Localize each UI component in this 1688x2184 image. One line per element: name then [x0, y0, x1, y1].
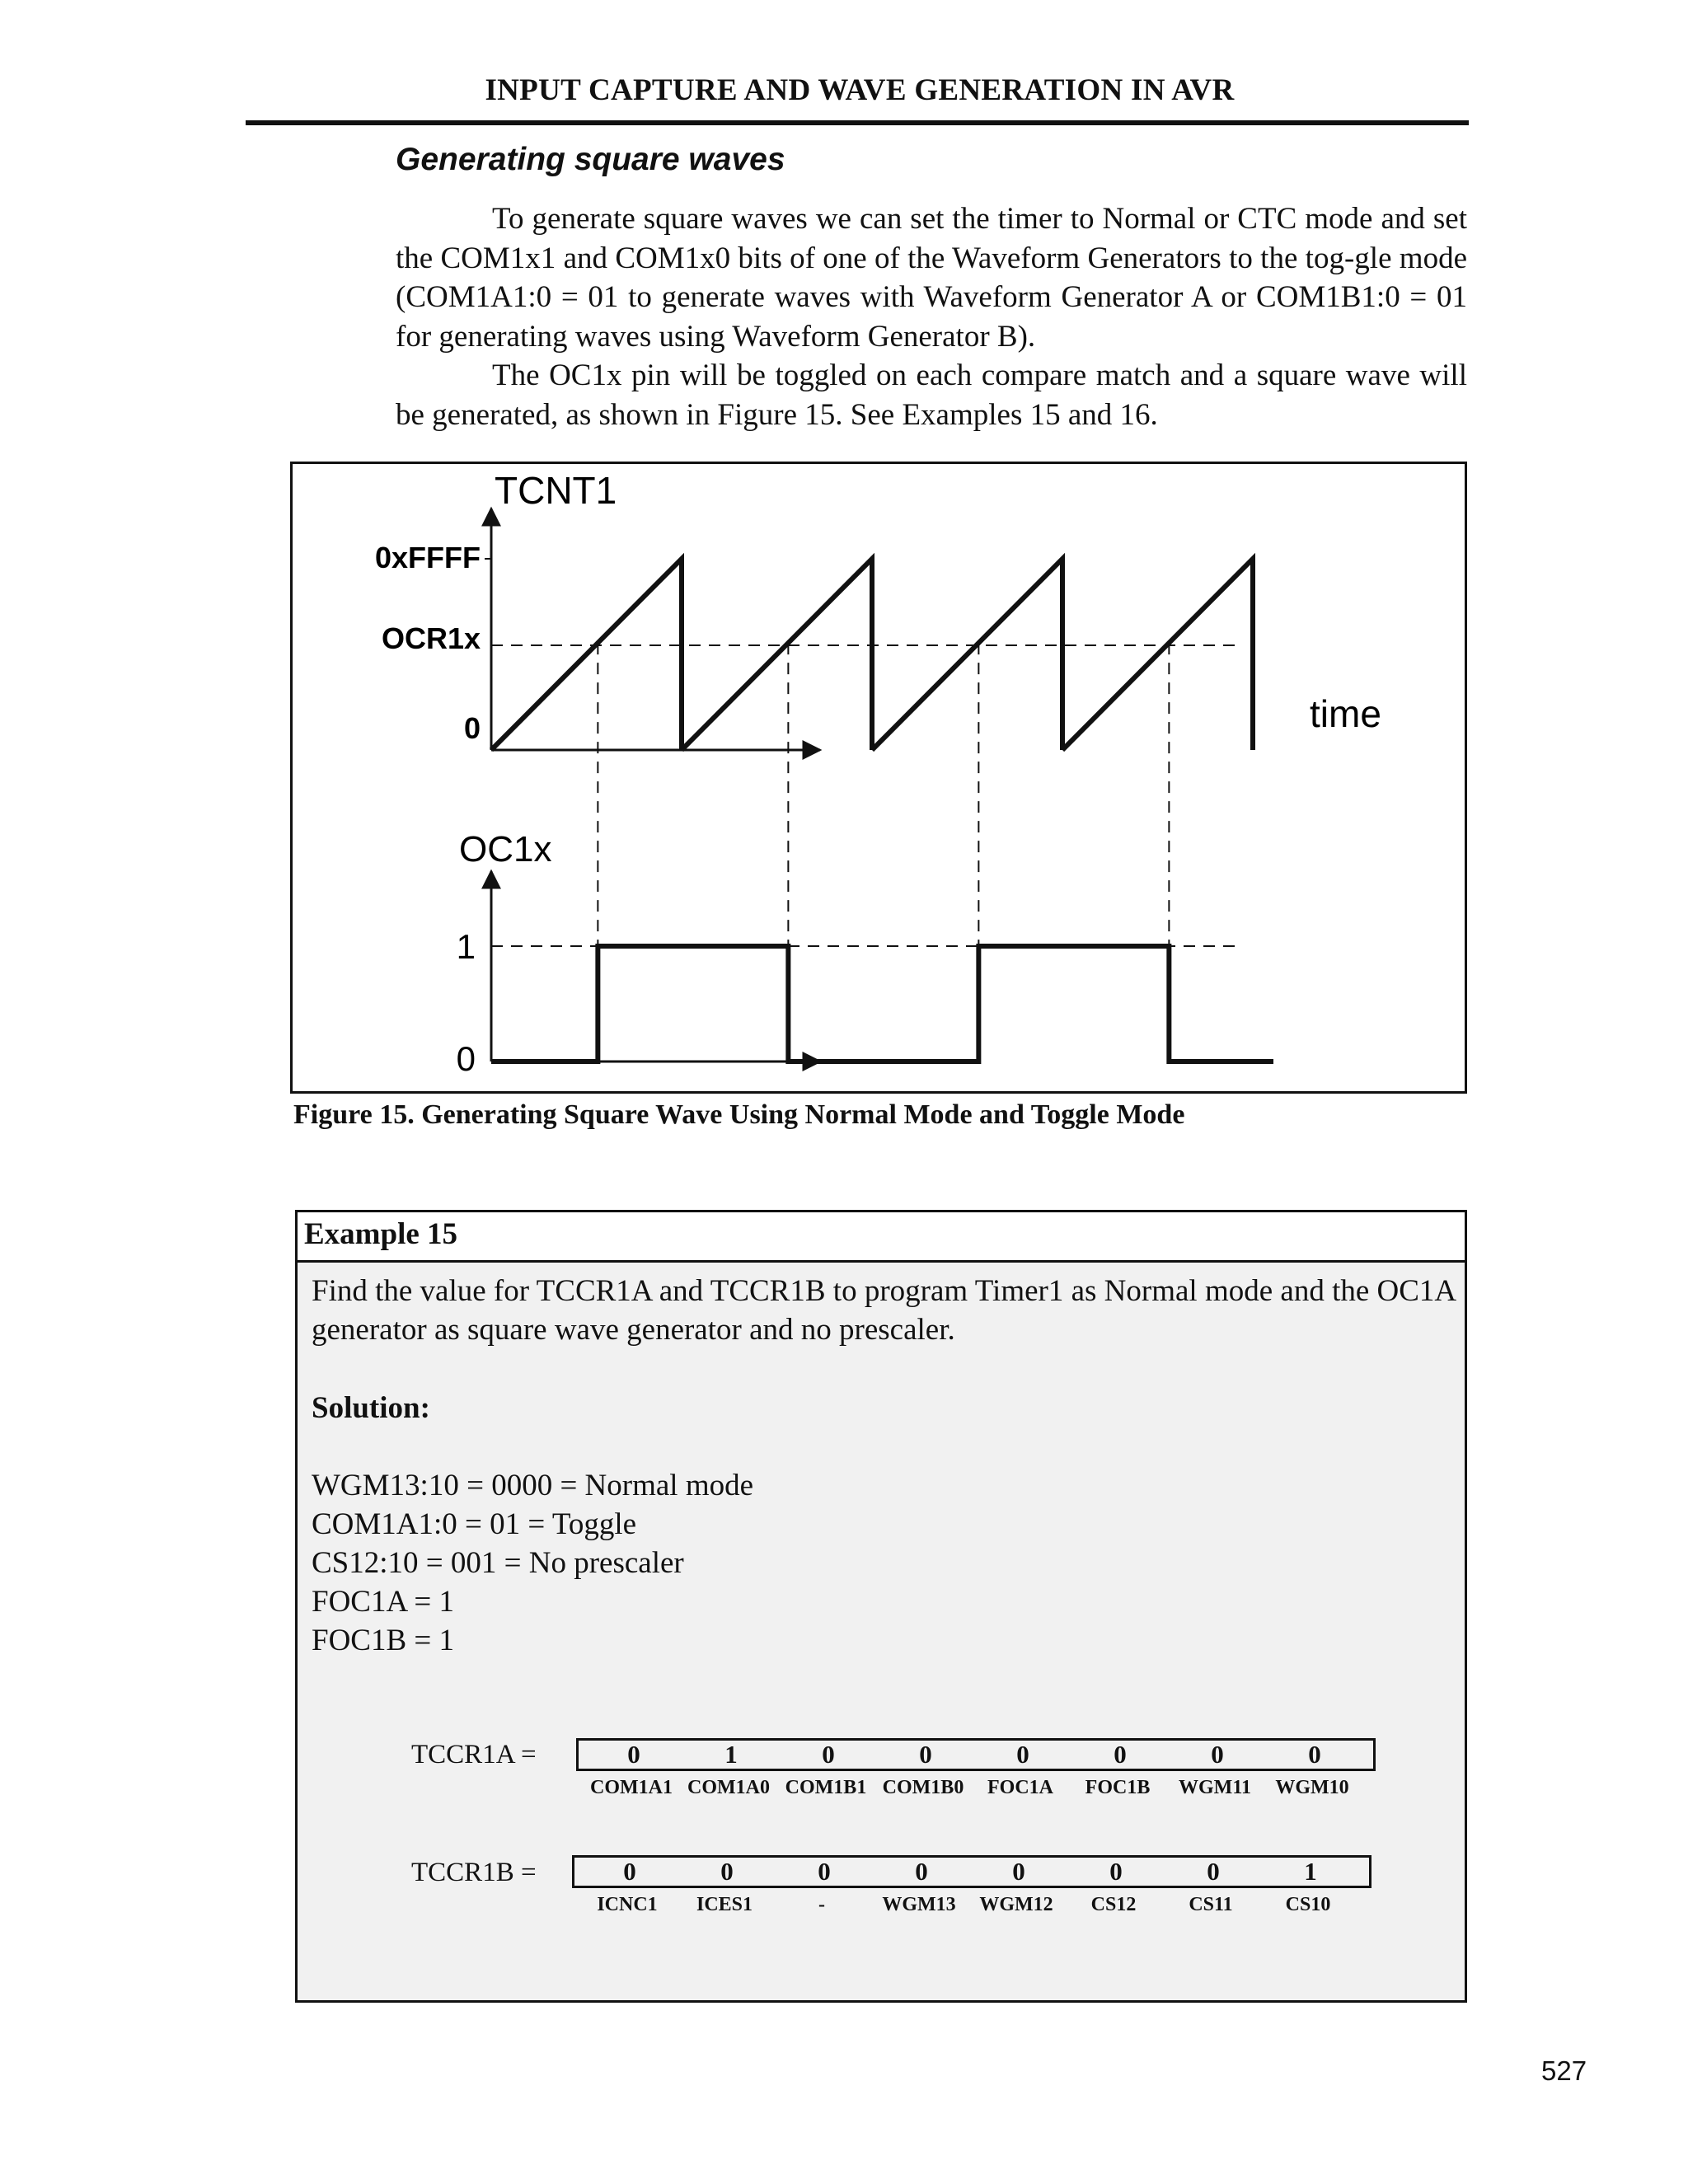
register-bit-value: 0: [1012, 1857, 1025, 1886]
header-rule: [246, 120, 1469, 125]
register-bit-name: COM1B1: [785, 1777, 867, 1798]
register-bit-name: COM1A1: [590, 1777, 673, 1798]
solution-label: Solution:: [312, 1391, 430, 1425]
register-bit-value: 0: [720, 1857, 734, 1886]
sawtooth-cycle: [491, 559, 682, 750]
figure-caption: Figure 15. Generating Square Wave Using Normal Mode and Toggle Mode: [293, 1099, 1185, 1130]
example-title: Example 15: [298, 1212, 1465, 1263]
sawtooth-cycle: [682, 559, 872, 750]
oc1x-axis-label: OC1x: [459, 829, 552, 869]
waveform-diagram: [293, 464, 1465, 1091]
register-bit-name: ICES1: [696, 1894, 753, 1915]
register-bit-value: 0: [1308, 1740, 1321, 1769]
register-bit-value: 1: [1304, 1857, 1317, 1886]
register-bit-name: ICNC1: [597, 1894, 658, 1915]
example-15-box: [295, 1210, 1467, 2003]
register-bit-value: 1: [724, 1740, 738, 1769]
register-bit-value: 0: [822, 1740, 835, 1769]
register-bit-value: 0: [623, 1857, 636, 1886]
register-bit-name: WGM12: [979, 1894, 1053, 1915]
register-bit-value: 0: [1207, 1857, 1220, 1886]
solution-line: FOC1B = 1: [312, 1624, 455, 1657]
solution-line: WGM13:10 = 0000 = Normal mode: [312, 1469, 754, 1502]
register-bit-name: CS12: [1090, 1894, 1137, 1915]
tcnt-axis-label: TCNT1: [495, 469, 617, 512]
solution-line: FOC1A = 1: [312, 1585, 455, 1619]
ocr-value-label: OCR1x: [381, 621, 481, 655]
solution-line: CS12:10 = 001 = No prescaler: [312, 1546, 684, 1580]
register-bit-value: 0: [627, 1740, 640, 1769]
zero-value-label: 0: [463, 711, 481, 745]
body-text: [396, 199, 1467, 434]
register-bit-box: [572, 1855, 1372, 1888]
section-title: Generating square waves: [396, 142, 785, 177]
register-bit-value: 0: [1109, 1857, 1123, 1886]
high-level-label: 1: [456, 927, 476, 966]
page-number: 527: [1541, 2055, 1587, 2086]
register-bit-name: COM1A0: [687, 1777, 770, 1798]
register-bit-box: [576, 1738, 1376, 1771]
sawtooth-cycle: [1062, 559, 1253, 750]
register-bit-name: FOC1A: [987, 1777, 1053, 1798]
register-bit-name: CS11: [1189, 1894, 1233, 1915]
solution-line: COM1A1:0 = 01 = Toggle: [312, 1507, 637, 1541]
paragraph-1: To generate square waves we can set the timer to Normal or CTC mode and set the COM1x1 and COM1x0 bits of one of the Waveform Generators to the tog-gle mode (COM1A1:0 = 01 to generate waves with Waveform Generator A or COM1B1:0 = 01 for generating waves using Waveform Generator B).: [396, 202, 1467, 354]
figure-15: [290, 462, 1467, 1094]
register-bit-value: 0: [915, 1857, 928, 1886]
register-bit-value: 0: [1211, 1740, 1224, 1769]
running-header: INPUT CAPTURE AND WAVE GENERATION IN AVR: [485, 73, 1235, 107]
register-bit-name: COM1B0: [882, 1777, 964, 1798]
register-bit-value: 0: [1016, 1740, 1029, 1769]
time-axis-label: time: [1310, 692, 1381, 735]
paragraph-2: The OC1x pin will be toggled on each compare match and a square wave will be generated, as shown in Figure 15. See Examples 15 and 16.: [396, 359, 1467, 432]
register-bit-value: 0: [818, 1857, 831, 1886]
low-level-label: 0: [456, 1039, 476, 1078]
register-bit-value: 0: [919, 1740, 932, 1769]
sawtooth-cycle: [872, 559, 1062, 750]
register-bit-name: WGM11: [1179, 1777, 1251, 1798]
register-label: TCCR1A =: [411, 1740, 537, 1769]
register-label: TCCR1B =: [411, 1858, 537, 1887]
register-bit-name: WGM10: [1275, 1777, 1349, 1798]
register-bit-name: -: [818, 1894, 825, 1915]
example-question: Find the value for TCCR1A and TCCR1B to program Timer1 as Normal mode and the OC1A generator as square wave generator and no prescaler.: [312, 1274, 1456, 1347]
register-bit-value: 0: [1114, 1740, 1127, 1769]
register-bit-name: WGM13: [882, 1894, 956, 1915]
register-bit-name: FOC1B: [1085, 1777, 1151, 1798]
max-value-label: 0xFFFF: [374, 541, 481, 574]
sawtooth-waveform: [491, 559, 1253, 750]
square-waveform: [491, 946, 1273, 1062]
register-bit-name: CS10: [1285, 1894, 1331, 1915]
